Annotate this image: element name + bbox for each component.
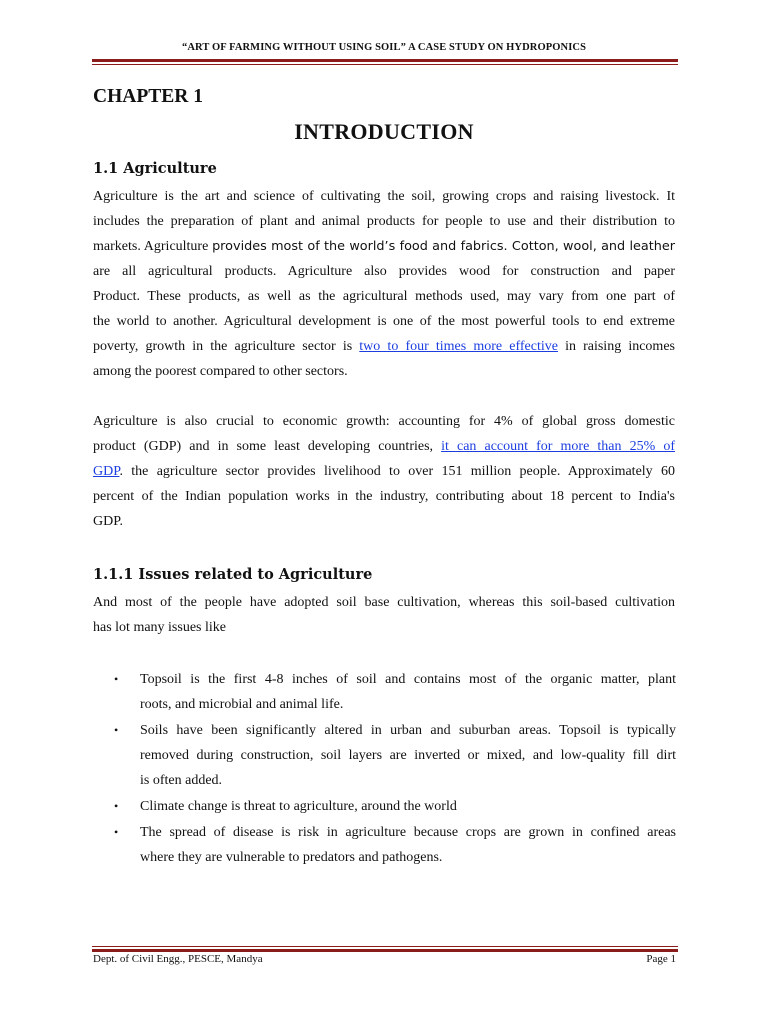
text-line: GDP. <box>93 514 123 529</box>
bullet-item <box>114 667 676 717</box>
text-line <box>93 434 675 459</box>
text-line <box>93 234 675 259</box>
text-line <box>93 334 675 359</box>
text-line: Product. These products, as well as the agricultural methods used, may vary from one part of <box>93 289 675 304</box>
section-heading-agriculture: 1.1 Agriculture <box>93 160 217 177</box>
footer-rule-thin <box>92 946 678 947</box>
header-rule-thick <box>92 59 678 62</box>
bullet-text-line: roots, and microbial and animal life. <box>140 697 344 712</box>
bullet-text-line: removed during construction, soil layers are inverted or mixed, and low-quality fill dirt <box>140 748 676 763</box>
text-line: are all agricultural products. Agriculture also provides wood for construction and paper <box>93 264 675 279</box>
bullet-icon: • <box>114 672 119 686</box>
text-line: includes the preparation of plant and animal products for people to use and their distribution to <box>93 214 675 229</box>
footer-rule-thick <box>92 949 678 952</box>
text-line: Agriculture is the art and science of cultivating the soil, growing crops and raising livestock. It <box>93 189 675 204</box>
text-line <box>93 459 675 484</box>
bullet-icon: • <box>114 799 119 813</box>
text-run: product (GDP) and in some least developing countries, <box>93 439 442 454</box>
text-line: And most of the people have adopted soil base cultivation, whereas this soil-based cultivation <box>93 595 675 610</box>
bullet-text-line: The spread of disease is risk in agriculture because crops are grown in confined areas <box>140 825 676 840</box>
bullet-icon: • <box>114 825 119 839</box>
text-line: percent of the Indian population works in the industry, contributing about 18 percent to India's <box>93 489 675 504</box>
bullet-item <box>114 718 676 793</box>
text-line: has lot many issues like <box>93 620 226 635</box>
running-header: “ART OF FARMING WITHOUT USING SOIL” A CASE STUDY ON HYDROPONICS <box>181 42 587 53</box>
footer-page-number: Page 1 <box>646 953 676 965</box>
bullet-icon: • <box>114 723 119 737</box>
bullet-text-line: is often added. <box>140 773 223 788</box>
text-run: poverty, growth in the agriculture sector is <box>93 339 360 354</box>
hyperlink[interactable]: it can account for more than 25% of <box>441 439 675 454</box>
text-line: among the poorest compared to other sectors. <box>93 364 348 379</box>
text-run-sans: provides most of the world’s food and fabrics. Cotton, wool, and leather <box>212 239 676 254</box>
section-heading-issues: 1.1.1 Issues related to Agriculture <box>93 566 373 583</box>
paragraph-economic-growth <box>93 409 675 534</box>
issues-bullet-list <box>114 667 676 871</box>
paragraph-agriculture-definition <box>93 184 675 384</box>
bullet-text-line: Climate change is threat to agriculture, around the world <box>140 799 457 814</box>
text-line: Agriculture is also crucial to economic growth: accounting for 4% of global gross domestic <box>93 414 675 429</box>
bullet-text-line: Soils have been significantly altered in urban and suburban areas. Topsoil is typically <box>140 723 676 738</box>
hyperlink[interactable]: GDP <box>93 464 120 479</box>
text-run: in raising incomes <box>557 339 675 354</box>
bullet-item <box>114 794 676 819</box>
bullet-text-line: Topsoil is the first 4-8 inches of soil and contains most of the organic matter, plant <box>140 672 676 687</box>
bullet-text-line: where they are vulnerable to predators and pathogens. <box>140 850 443 865</box>
footer-department: Dept. of Civil Engg., PESCE, Mandya <box>93 953 263 965</box>
chapter-label: CHAPTER 1 <box>93 86 203 107</box>
text-run: . the agriculture sector provides livelihood to over 151 million people. Approximately 60 <box>119 464 675 479</box>
text-run: markets. Agriculture <box>93 239 213 254</box>
chapter-title: INTRODUCTION <box>294 119 474 144</box>
text-line: the world to another. Agricultural development is one of the most powerful tools to end extreme <box>93 314 675 329</box>
bullet-item <box>114 820 676 870</box>
header-rule-thin <box>92 64 678 65</box>
hyperlink[interactable]: two to four times more effective <box>359 339 558 354</box>
paragraph-issues-intro <box>93 590 675 640</box>
